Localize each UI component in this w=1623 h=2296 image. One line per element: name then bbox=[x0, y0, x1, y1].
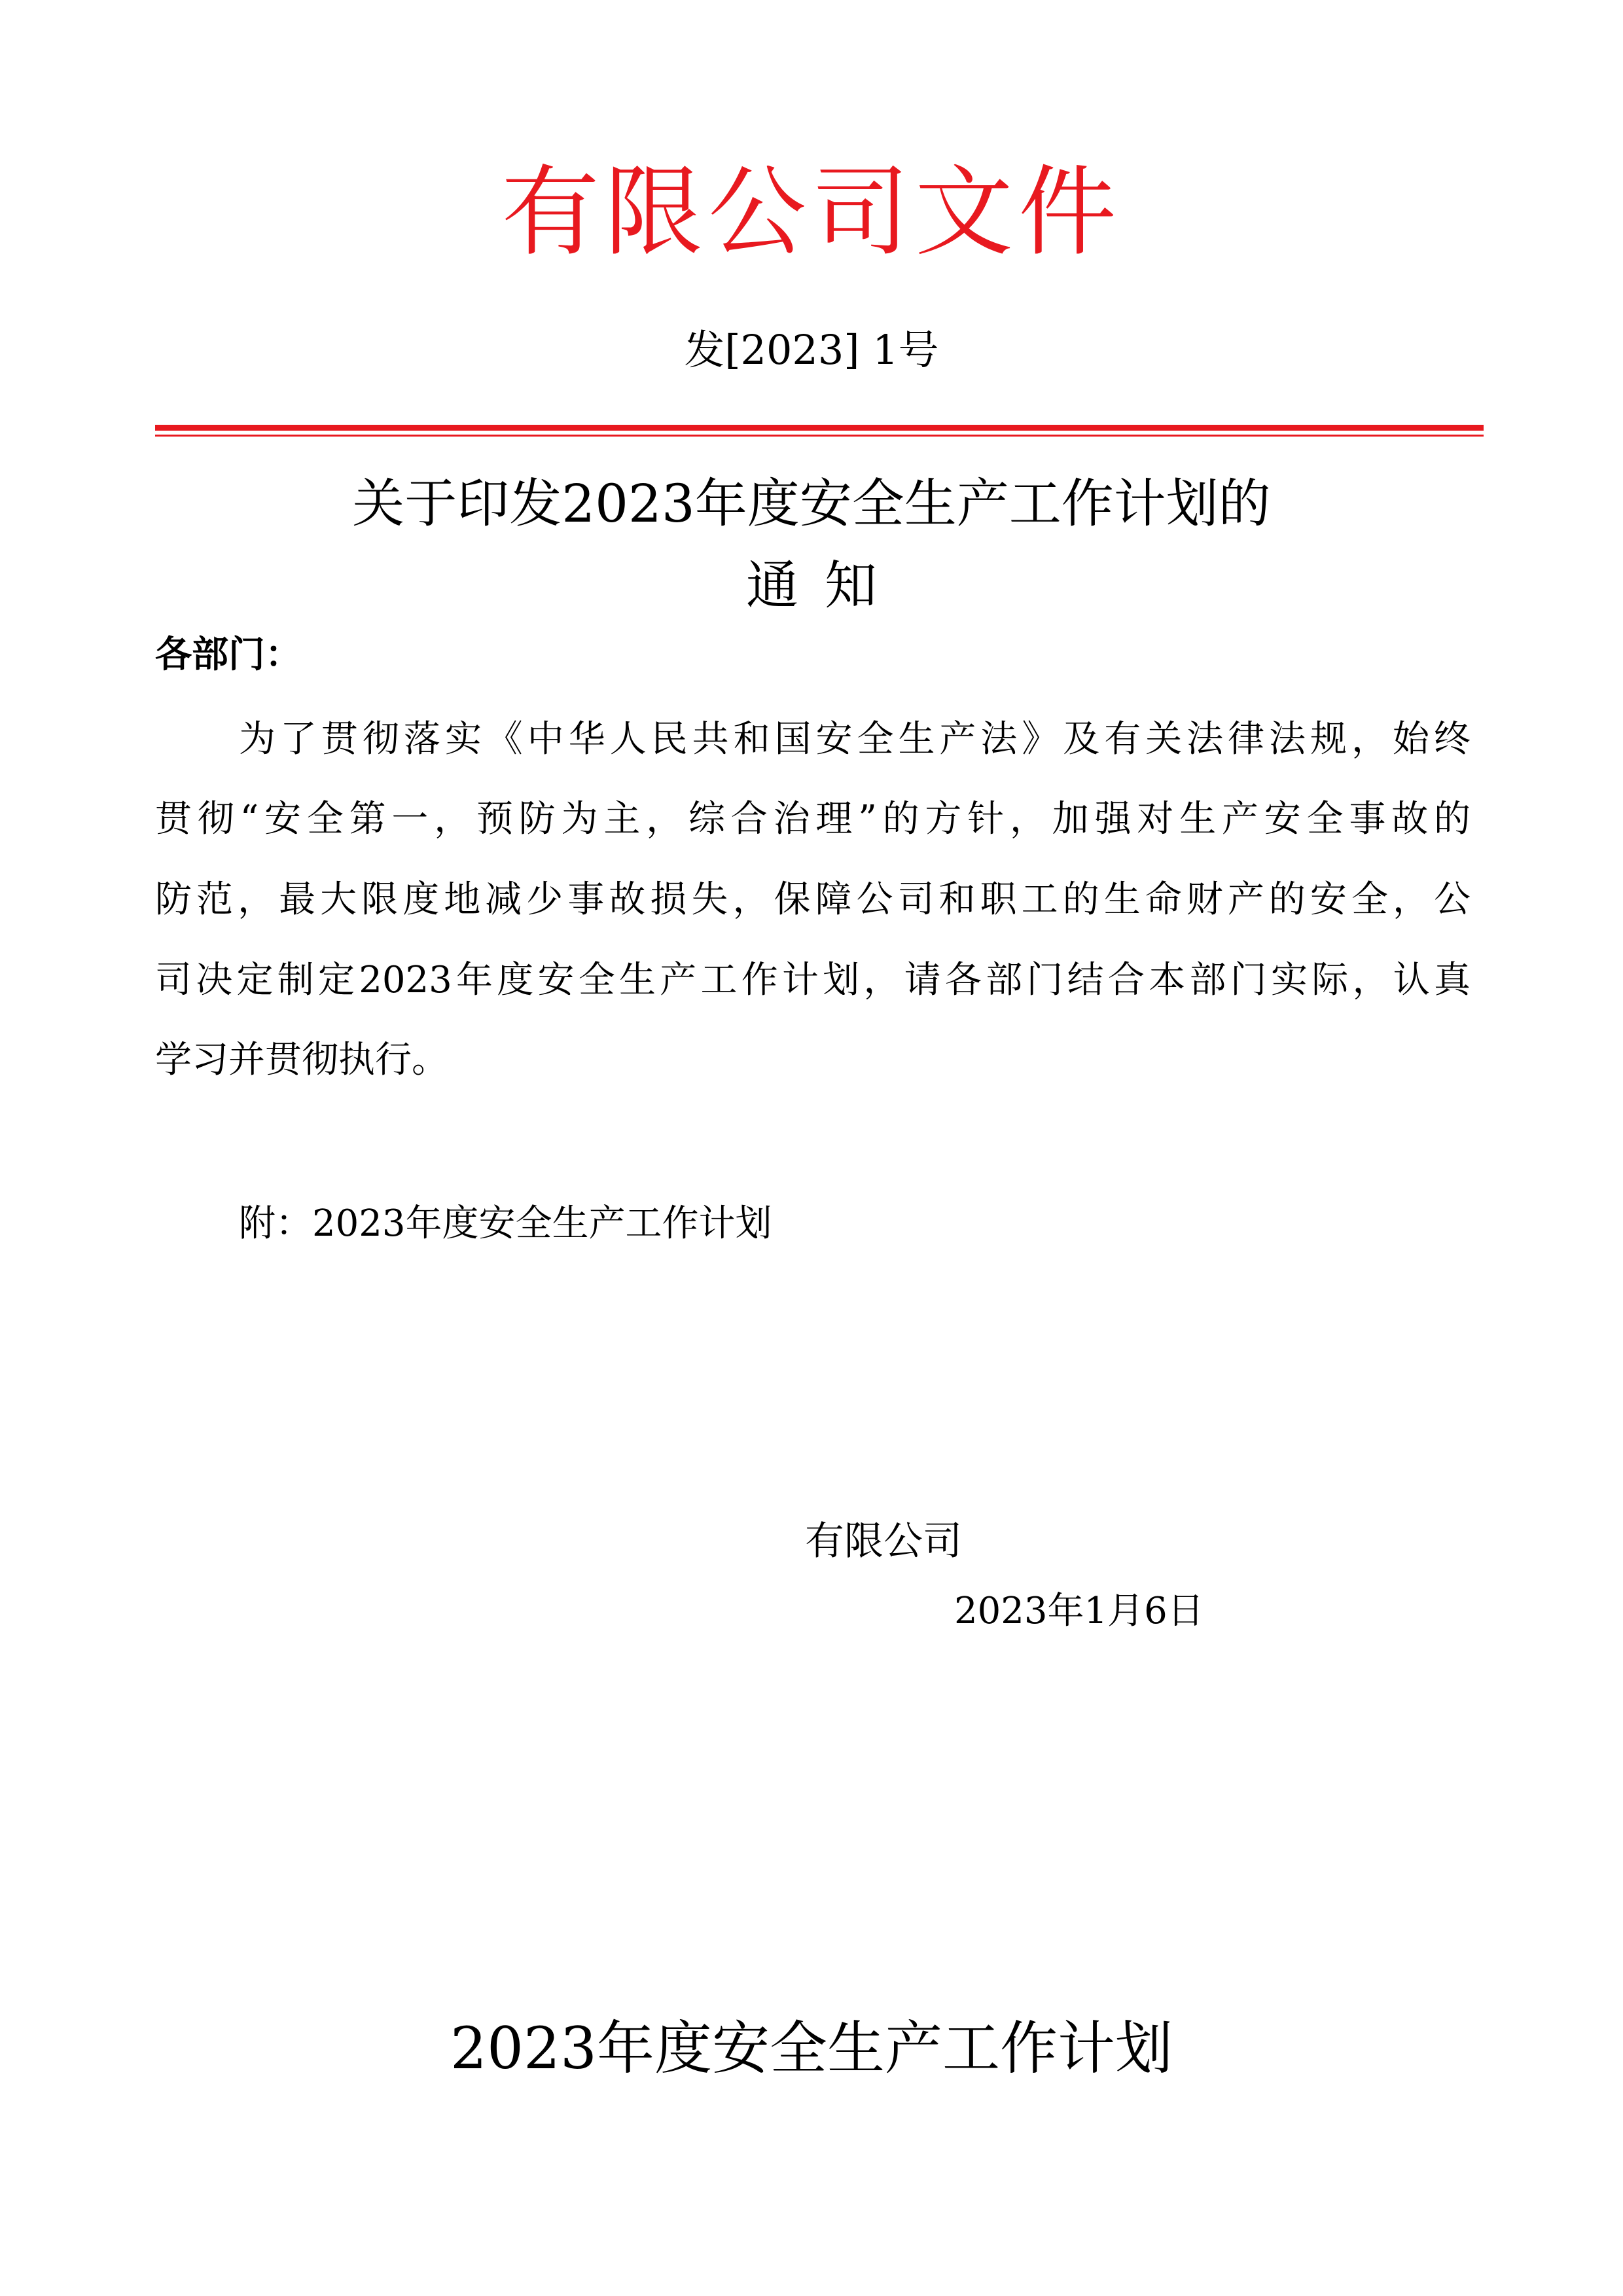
signature-date: 2023年1月6日 bbox=[954, 1590, 1204, 1632]
header-divider-thick bbox=[155, 425, 1484, 431]
body-paragraph-line: 司决定制定2023年度安全生产工作计划，请各部门结合本部门实际，认真 bbox=[155, 959, 1471, 1001]
body-paragraph-line: 为了贯彻落实《中华人民共和国安全生产法》及有关法律法规，始终 bbox=[239, 718, 1471, 761]
plan-section-title: 2023年度安全生产工作计划 bbox=[450, 2015, 1173, 2082]
body-paragraph-line: 学习并贯彻执行。 bbox=[155, 1039, 448, 1081]
salutation: 各部门： bbox=[155, 633, 302, 676]
header-divider-thin bbox=[155, 435, 1484, 437]
notice-title-line2: 通知 bbox=[746, 555, 903, 616]
document-header-title: 有限公司文件 bbox=[501, 156, 1122, 270]
attachment-note: 附：2023年度安全生产工作计划 bbox=[239, 1202, 772, 1245]
body-paragraph-line: 贯彻“安全第一，预防为主，综合治理”的方针，加强对生产安全事故的 bbox=[155, 798, 1471, 840]
notice-title-line1: 关于印发2023年度安全生产工作计划的 bbox=[352, 473, 1271, 534]
document-number: 发[2023] 1号 bbox=[684, 326, 939, 374]
signature-company: 有限公司 bbox=[805, 1518, 962, 1564]
body-paragraph-line: 防范，最大限度地减少事故损失，保障公司和职工的生命财产的安全，公 bbox=[155, 878, 1471, 921]
